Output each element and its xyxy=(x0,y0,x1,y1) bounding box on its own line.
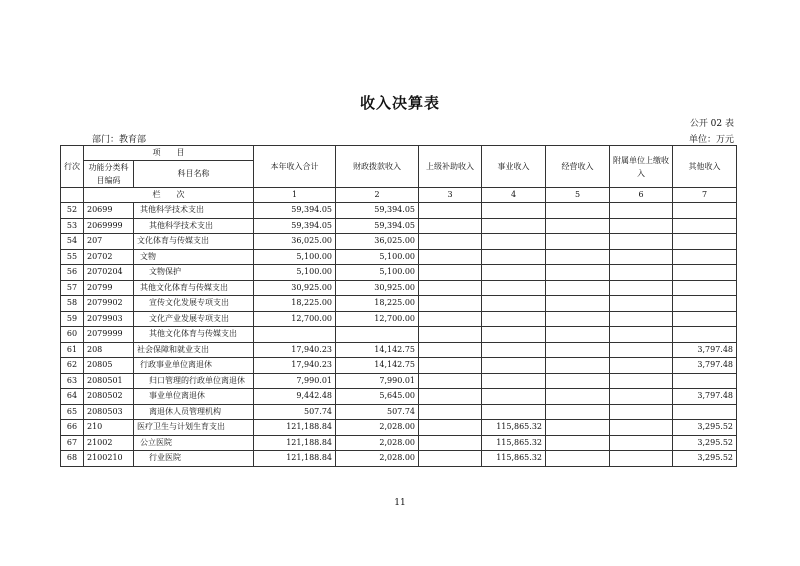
row-higher xyxy=(419,234,482,250)
row-subject-name: 社会保障和就业支出 xyxy=(134,342,254,358)
row-higher xyxy=(419,280,482,296)
row-total: 17,940.23 xyxy=(254,358,336,374)
table-row xyxy=(61,296,737,312)
row-operating xyxy=(546,435,610,451)
row-other xyxy=(673,311,737,327)
row-line-number: 62 xyxy=(61,358,84,374)
row-other xyxy=(673,203,737,219)
row-business xyxy=(482,311,546,327)
row-subject-name: 其他文化体育与传媒支出 xyxy=(134,327,254,343)
row-func-code: 2100210 xyxy=(84,451,134,467)
row-affiliated xyxy=(610,451,673,467)
row-subject-name: 文化体育与传媒支出 xyxy=(134,234,254,250)
row-total: 5,100.00 xyxy=(254,265,336,281)
row-higher xyxy=(419,296,482,312)
row-fiscal: 18,225.00 xyxy=(336,296,419,312)
header-affiliated: 附属单位上缴收入 xyxy=(610,146,673,188)
row-subject-name: 文物保护 xyxy=(134,265,254,281)
row-business xyxy=(482,342,546,358)
table-header xyxy=(61,146,737,203)
row-line-number: 68 xyxy=(61,451,84,467)
row-other: 3,295.52 xyxy=(673,451,737,467)
row-total: 30,925.00 xyxy=(254,280,336,296)
row-fiscal: 59,394.05 xyxy=(336,203,419,219)
row-line-number: 58 xyxy=(61,296,84,312)
row-affiliated xyxy=(610,203,673,219)
row-fiscal: 14,142.75 xyxy=(336,342,419,358)
table-row xyxy=(61,342,737,358)
page-title: 收入决算表 xyxy=(359,94,440,112)
table-row xyxy=(61,327,737,343)
row-operating xyxy=(546,280,610,296)
row-operating xyxy=(546,389,610,405)
row-fiscal: 5,645.00 xyxy=(336,389,419,405)
col-number: 7 xyxy=(673,188,737,203)
row-subject-name: 其他科学技术支出 xyxy=(134,218,254,234)
table-row xyxy=(61,203,737,219)
row-total: 5,100.00 xyxy=(254,249,336,265)
row-fiscal: 5,100.00 xyxy=(336,249,419,265)
row-affiliated xyxy=(610,420,673,436)
header-func-code: 功能分类科目编码 xyxy=(84,161,134,188)
row-business xyxy=(482,327,546,343)
row-affiliated xyxy=(610,435,673,451)
row-business xyxy=(482,358,546,374)
row-business xyxy=(482,373,546,389)
row-func-code: 20702 xyxy=(84,249,134,265)
row-func-code: 2079999 xyxy=(84,327,134,343)
row-subject-name: 行业医院 xyxy=(134,451,254,467)
row-line-number: 61 xyxy=(61,342,84,358)
row-other xyxy=(673,296,737,312)
row-total: 121,188.84 xyxy=(254,451,336,467)
row-func-code: 21002 xyxy=(84,435,134,451)
row-fiscal: 2,028.00 xyxy=(336,420,419,436)
row-other xyxy=(673,404,737,420)
row-affiliated xyxy=(610,404,673,420)
table-row xyxy=(61,311,737,327)
row-business: 115,865.32 xyxy=(482,451,546,467)
row-total: 36,025.00 xyxy=(254,234,336,250)
row-total: 18,225.00 xyxy=(254,296,336,312)
row-higher xyxy=(419,342,482,358)
row-func-code: 207 xyxy=(84,234,134,250)
income-table xyxy=(60,145,737,467)
row-func-code: 2080502 xyxy=(84,389,134,405)
header-blank xyxy=(61,188,84,203)
row-line-number: 63 xyxy=(61,373,84,389)
row-subject-name: 宣传文化发展专项支出 xyxy=(134,296,254,312)
row-total: 12,700.00 xyxy=(254,311,336,327)
row-business xyxy=(482,404,546,420)
row-affiliated xyxy=(610,218,673,234)
row-fiscal: 30,925.00 xyxy=(336,280,419,296)
row-business xyxy=(482,218,546,234)
row-func-code: 2080501 xyxy=(84,373,134,389)
row-total: 17,940.23 xyxy=(254,342,336,358)
col-number: 4 xyxy=(482,188,546,203)
row-business xyxy=(482,280,546,296)
row-business xyxy=(482,389,546,405)
row-func-code: 208 xyxy=(84,342,134,358)
row-subject-name: 其他科学技术支出 xyxy=(134,203,254,219)
row-operating xyxy=(546,373,610,389)
header-subject-name: 科目名称 xyxy=(134,161,254,188)
row-other xyxy=(673,249,737,265)
row-operating xyxy=(546,358,610,374)
row-business: 115,865.32 xyxy=(482,435,546,451)
row-operating xyxy=(546,451,610,467)
header-business: 事业收入 xyxy=(482,146,546,188)
row-higher xyxy=(419,265,482,281)
row-line-number: 64 xyxy=(61,389,84,405)
row-other xyxy=(673,218,737,234)
table-row xyxy=(61,389,737,405)
header-total: 本年收入合计 xyxy=(254,146,336,188)
row-operating xyxy=(546,311,610,327)
row-higher xyxy=(419,203,482,219)
row-subject-name: 医疗卫生与计划生育支出 xyxy=(134,420,254,436)
row-fiscal: 59,394.05 xyxy=(336,218,419,234)
row-fiscal: 7,990.01 xyxy=(336,373,419,389)
row-line-number: 60 xyxy=(61,327,84,343)
row-line-number: 54 xyxy=(61,234,84,250)
row-higher xyxy=(419,420,482,436)
row-operating xyxy=(546,404,610,420)
header-fiscal: 财政拨款收入 xyxy=(336,146,419,188)
row-higher xyxy=(419,311,482,327)
row-fiscal: 36,025.00 xyxy=(336,234,419,250)
row-higher xyxy=(419,373,482,389)
col-number: 5 xyxy=(546,188,610,203)
row-other xyxy=(673,327,737,343)
row-total: 121,188.84 xyxy=(254,435,336,451)
header-other: 其他收入 xyxy=(673,146,737,188)
row-affiliated xyxy=(610,280,673,296)
row-fiscal: 12,700.00 xyxy=(336,311,419,327)
row-business xyxy=(482,234,546,250)
row-total: 507.74 xyxy=(254,404,336,420)
header-row-label: 行次 xyxy=(61,146,84,188)
row-affiliated xyxy=(610,358,673,374)
row-operating xyxy=(546,327,610,343)
row-other xyxy=(673,265,737,281)
row-higher xyxy=(419,358,482,374)
row-func-code: 2070204 xyxy=(84,265,134,281)
row-line-number: 53 xyxy=(61,218,84,234)
row-higher xyxy=(419,327,482,343)
table-row xyxy=(61,420,737,436)
table-body xyxy=(61,203,737,467)
row-line-number: 52 xyxy=(61,203,84,219)
table-row xyxy=(61,404,737,420)
row-affiliated xyxy=(610,296,673,312)
row-line-number: 55 xyxy=(61,249,84,265)
row-other: 3,295.52 xyxy=(673,420,737,436)
row-line-number: 66 xyxy=(61,420,84,436)
department-label: 部门：教育部 xyxy=(92,135,147,145)
row-total: 9,442.48 xyxy=(254,389,336,405)
row-line-number: 65 xyxy=(61,404,84,420)
row-subject-name: 文化产业发展专项支出 xyxy=(134,311,254,327)
table-row xyxy=(61,218,737,234)
header-col-label: 栏 次 xyxy=(84,188,254,203)
row-higher xyxy=(419,218,482,234)
row-fiscal: 2,028.00 xyxy=(336,435,419,451)
row-subject-name: 事业单位离退休 xyxy=(134,389,254,405)
row-other xyxy=(673,234,737,250)
row-fiscal: 2,028.00 xyxy=(336,451,419,467)
row-func-code: 2079903 xyxy=(84,311,134,327)
row-func-code: 2079902 xyxy=(84,296,134,312)
row-higher xyxy=(419,451,482,467)
row-subject-name: 文物 xyxy=(134,249,254,265)
row-affiliated xyxy=(610,342,673,358)
row-func-code: 2080503 xyxy=(84,404,134,420)
row-line-number: 59 xyxy=(61,311,84,327)
col-number: 3 xyxy=(419,188,482,203)
row-higher xyxy=(419,404,482,420)
row-fiscal: 14,142.75 xyxy=(336,358,419,374)
row-operating xyxy=(546,234,610,250)
row-total: 7,990.01 xyxy=(254,373,336,389)
row-total: 59,394.05 xyxy=(254,218,336,234)
row-operating xyxy=(546,296,610,312)
row-operating xyxy=(546,249,610,265)
row-business xyxy=(482,249,546,265)
row-other: 3,797.48 xyxy=(673,389,737,405)
unit-label: 单位：万元 xyxy=(688,135,734,145)
table-row xyxy=(61,234,737,250)
row-other xyxy=(673,373,737,389)
row-func-code: 20699 xyxy=(84,203,134,219)
row-total xyxy=(254,327,336,343)
table-row xyxy=(61,265,737,281)
row-total: 121,188.84 xyxy=(254,420,336,436)
header-item: 项 目 xyxy=(84,146,254,161)
row-affiliated xyxy=(610,311,673,327)
row-fiscal: 5,100.00 xyxy=(336,265,419,281)
row-subject-name: 行政事业单位离退休 xyxy=(134,358,254,374)
row-affiliated xyxy=(610,327,673,343)
col-number: 1 xyxy=(254,188,336,203)
row-higher xyxy=(419,389,482,405)
row-func-code: 210 xyxy=(84,420,134,436)
row-fiscal xyxy=(336,327,419,343)
row-subject-name: 公立医院 xyxy=(134,435,254,451)
row-func-code: 20799 xyxy=(84,280,134,296)
row-affiliated xyxy=(610,389,673,405)
table-row xyxy=(61,435,737,451)
table-row xyxy=(61,280,737,296)
row-operating xyxy=(546,265,610,281)
table-row xyxy=(61,373,737,389)
col-number: 2 xyxy=(336,188,419,203)
table-row xyxy=(61,358,737,374)
row-func-code: 2069999 xyxy=(84,218,134,234)
header-operating: 经营收入 xyxy=(546,146,610,188)
row-higher xyxy=(419,249,482,265)
row-operating xyxy=(546,420,610,436)
table-number: 公开 02 表 xyxy=(689,119,734,129)
row-business xyxy=(482,203,546,219)
row-subject-name: 归口管理的行政单位离退休 xyxy=(134,373,254,389)
row-business: 115,865.32 xyxy=(482,420,546,436)
table-row xyxy=(61,249,737,265)
row-operating xyxy=(546,342,610,358)
row-line-number: 67 xyxy=(61,435,84,451)
row-operating xyxy=(546,203,610,219)
table-row xyxy=(61,451,737,467)
row-other: 3,295.52 xyxy=(673,435,737,451)
header-higher: 上级补助收入 xyxy=(419,146,482,188)
row-other xyxy=(673,280,737,296)
row-line-number: 57 xyxy=(61,280,84,296)
row-affiliated xyxy=(610,249,673,265)
page-number: 11 xyxy=(394,498,406,508)
row-affiliated xyxy=(610,234,673,250)
row-affiliated xyxy=(610,265,673,281)
row-total: 59,394.05 xyxy=(254,203,336,219)
row-line-number: 56 xyxy=(61,265,84,281)
row-business xyxy=(482,265,546,281)
row-business xyxy=(482,296,546,312)
row-other: 3,797.48 xyxy=(673,342,737,358)
row-affiliated xyxy=(610,373,673,389)
col-number: 6 xyxy=(610,188,673,203)
row-fiscal: 507.74 xyxy=(336,404,419,420)
row-operating xyxy=(546,218,610,234)
row-subject-name: 其他文化体育与传媒支出 xyxy=(134,280,254,296)
row-other: 3,797.48 xyxy=(673,358,737,374)
row-func-code: 20805 xyxy=(84,358,134,374)
row-subject-name: 离退休人员管理机构 xyxy=(134,404,254,420)
row-higher xyxy=(419,435,482,451)
